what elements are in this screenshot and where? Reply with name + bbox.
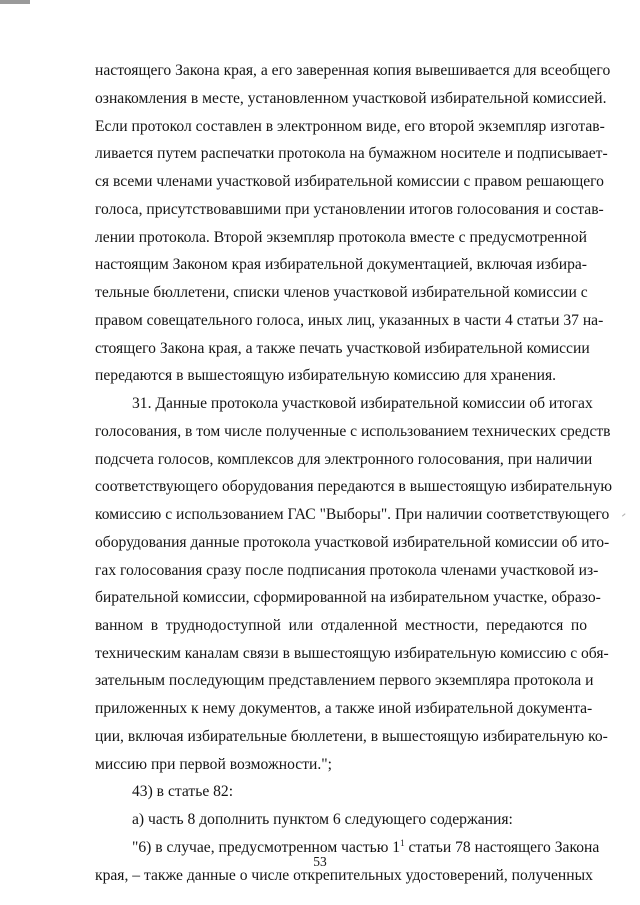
text-line: гах голосования сразу после подписания протокола членами участковой из-	[95, 562, 599, 579]
text-line: стоящего Закона края, а также печать участковой избирательной комиссии	[95, 340, 590, 357]
text-line: тельные бюллетени, списки членов участковой избирательной комиссии с	[95, 284, 588, 301]
text-line: техническим каналам связи в вышестоящую избирательную комиссию с обя-	[95, 645, 609, 662]
text-line: настоящим Законом края избирательной документацией, включая избира-	[95, 256, 587, 273]
text-line: ся всеми членами участковой избирательной комиссии с правом решающего	[95, 173, 604, 190]
text-line: ознакомления в месте, установленном участковой избирательной комиссией.	[95, 90, 607, 107]
text-line: Если протокол составлен в электронном виде, его второй экземпляр изготав-	[95, 118, 605, 135]
text-line: подсчета голосов, комплексов для электронного голосования, при наличии	[95, 451, 593, 468]
scan-margin-mark	[622, 513, 628, 519]
item-43-heading: 43) в статье 82:	[132, 783, 234, 800]
text-line: комиссию с использованием ГАС "Выборы". При наличии соответствующего	[95, 506, 610, 523]
text-line: ции, включая избирательные бюллетени, в вышестоящую избирательную ко-	[95, 728, 608, 745]
text-line: правом совещательного голоса, иных лиц, указанных в части 4 статьи 37 на-	[95, 312, 604, 329]
text-line: ливается путем распечатки протокола на бумажном носителе и подписывает-	[95, 145, 608, 162]
text-line: передаются в вышестоящую избирательную комиссию для хранения.	[95, 367, 557, 384]
text-line: ванном в труднодоступной или отдаленной местности, передаются по	[95, 617, 587, 634]
text-line: настоящего Закона края, а его заверенная копия вывешивается для всеобщего	[95, 62, 611, 79]
text-line: зательным последующим представлением первого экземпляра протокола и	[95, 672, 594, 689]
scan-corner-mark	[0, 0, 30, 4]
text-line: лении протокола. Второй экземпляр протокола вместе с предусмотренной	[95, 229, 587, 246]
text-line: голосования, в том числе полученные с использованием технических средств	[95, 423, 611, 440]
item-6-text-end: статьи 78 настоящего Закона	[404, 839, 600, 856]
item-a-line: а) часть 8 дополнить пунктом 6 следующего содержания:	[132, 811, 513, 828]
paragraph-31-start: 31. Данные протокола участковой избирательной комиссии об итогах	[132, 395, 593, 412]
text-line: соответствующего оборудования передаются в вышестоящую избирательную	[95, 478, 613, 495]
page-number: 53	[313, 854, 327, 869]
text-line: приложенных к нему документов, а также иной избирательной документа-	[95, 700, 593, 717]
item-6-text: "6) в случае, предусмотренном частью 1	[132, 839, 401, 856]
text-line: оборудования данные протокола участковой избирательной комиссии об ито-	[95, 534, 610, 551]
text-line: голоса, присутствовавшими при установлении итогов голосования и состав-	[95, 201, 604, 218]
text-line: миссию при первой возможности.";	[95, 756, 332, 773]
text-line: бирательной комиссии, сформированной на избирательном участке, образо-	[95, 589, 601, 606]
superscript-1: 1	[400, 838, 405, 848]
text-line: края, – также данные о числе открепительных удостоверений, полученных	[95, 867, 593, 884]
